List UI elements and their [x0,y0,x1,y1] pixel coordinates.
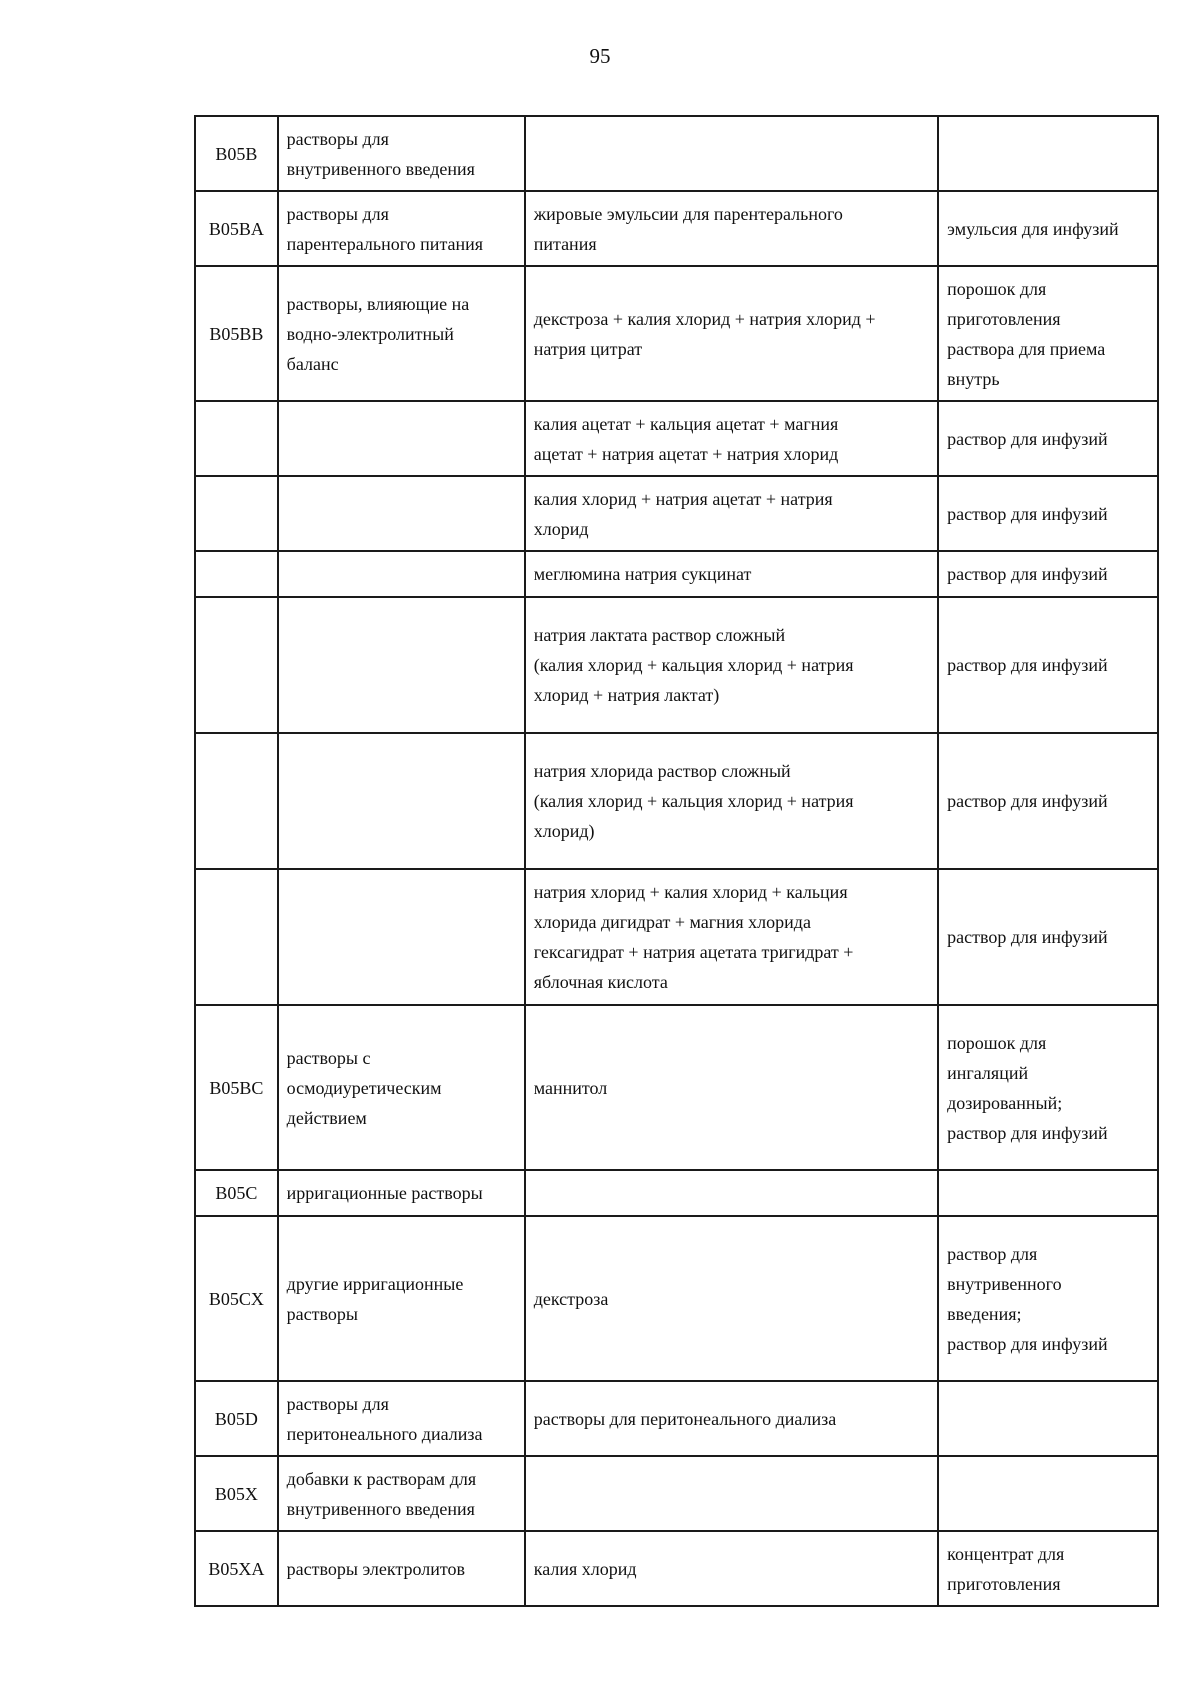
dosage-form-cell: эмульсия для инфузий [938,191,1158,266]
group-name-cell [278,733,525,869]
dosage-form-cell: раствор для инфузий [938,551,1158,597]
group-name-cell: другие ирригационные растворы [278,1216,525,1381]
substance-cell [525,1456,938,1531]
table-row [195,733,1158,869]
atc-code-cell [195,733,278,869]
dosage-form-cell: концентрат для приготовления [938,1531,1158,1606]
table-row [195,1005,1158,1170]
atc-code-cell: B05X [195,1456,278,1531]
group-name-cell [278,476,525,551]
dosage-form-cell [938,1170,1158,1216]
group-name-cell: растворы для перитонеального диализа [278,1381,525,1456]
atc-code-cell [195,401,278,476]
substance-cell: растворы для перитонеального диализа [525,1381,938,1456]
page-number: 95 [589,44,611,68]
table-row [195,597,1158,733]
group-name-cell [278,551,525,597]
table-row [195,1381,1158,1456]
atc-code-cell: B05BB [195,266,278,401]
atc-code-cell: B05D [195,1381,278,1456]
dosage-form-cell [938,116,1158,191]
dosage-form-cell: раствор для инфузий [938,733,1158,869]
table-row [195,401,1158,476]
dosage-form-cell: раствор для инфузий [938,869,1158,1005]
dosage-form-cell: порошок для приготовления раствора для приема внутрь [938,266,1158,401]
substance-cell [525,116,938,191]
substance-cell: декстроза + калия хлорид + натрия хлорид + натрия цитрат [525,266,938,401]
table-row [195,116,1158,191]
group-name-cell: растворы для парентерального питания [278,191,525,266]
dosage-form-cell [938,1381,1158,1456]
atc-code-cell: B05C [195,1170,278,1216]
group-name-cell: растворы электролитов [278,1531,525,1606]
substance-cell: натрия хлорида раствор сложный (калия хлорид + кальция хлорид + натрия хлорид) [525,733,938,869]
table-row [195,266,1158,401]
atc-code-cell [195,869,278,1005]
substance-cell: маннитол [525,1005,938,1170]
table-row [195,1170,1158,1216]
atc-code-cell: B05XA [195,1531,278,1606]
atc-code-cell: B05BC [195,1005,278,1170]
group-name-cell [278,597,525,733]
substance-cell: калия хлорид [525,1531,938,1606]
group-name-cell: растворы для внутривенного введения [278,116,525,191]
atc-code-cell [195,597,278,733]
table-row [195,869,1158,1005]
atc-code-cell: B05CX [195,1216,278,1381]
dosage-form-cell [938,1456,1158,1531]
substance-cell: меглюмина натрия сукцинат [525,551,938,597]
group-name-cell: растворы, влияющие на водно-электролитный баланс [278,266,525,401]
group-name-cell [278,401,525,476]
drug-table [194,115,1159,1607]
atc-code-cell: B05BA [195,191,278,266]
substance-cell: жировые эмульсии для парентерального питания [525,191,938,266]
table-row [195,191,1158,266]
table-row [195,551,1158,597]
substance-cell [525,1170,938,1216]
dosage-form-cell: порошок для ингаляций дозированный; раствор для инфузий [938,1005,1158,1170]
substance-cell: калия хлорид + натрия ацетат + натрия хлорид [525,476,938,551]
group-name-cell: добавки к растворам для внутривенного введения [278,1456,525,1531]
substance-cell: натрия лактата раствор сложный (калия хлорид + кальция хлорид + натрия хлорид + натрия лактат) [525,597,938,733]
table-row [195,476,1158,551]
dosage-form-cell: раствор для инфузий [938,597,1158,733]
atc-code-cell [195,551,278,597]
substance-cell: натрия хлорид + калия хлорид + кальция хлорида дигидрат + магния хлорида гексагидрат + натрия ацетата тригидрат + яблочная кислота [525,869,938,1005]
atc-code-cell [195,476,278,551]
group-name-cell [278,869,525,1005]
dosage-form-cell: раствор для внутривенного введения; раствор для инфузий [938,1216,1158,1381]
substance-cell: калия ацетат + кальция ацетат + магния ацетат + натрия ацетат + натрия хлорид [525,401,938,476]
dosage-form-cell: раствор для инфузий [938,476,1158,551]
substance-cell: декстроза [525,1216,938,1381]
group-name-cell: ирригационные растворы [278,1170,525,1216]
table-row [195,1531,1158,1606]
table-row [195,1456,1158,1531]
table-row [195,1216,1158,1381]
group-name-cell: растворы с осмодиуретическим действием [278,1005,525,1170]
atc-code-cell: B05B [195,116,278,191]
dosage-form-cell: раствор для инфузий [938,401,1158,476]
